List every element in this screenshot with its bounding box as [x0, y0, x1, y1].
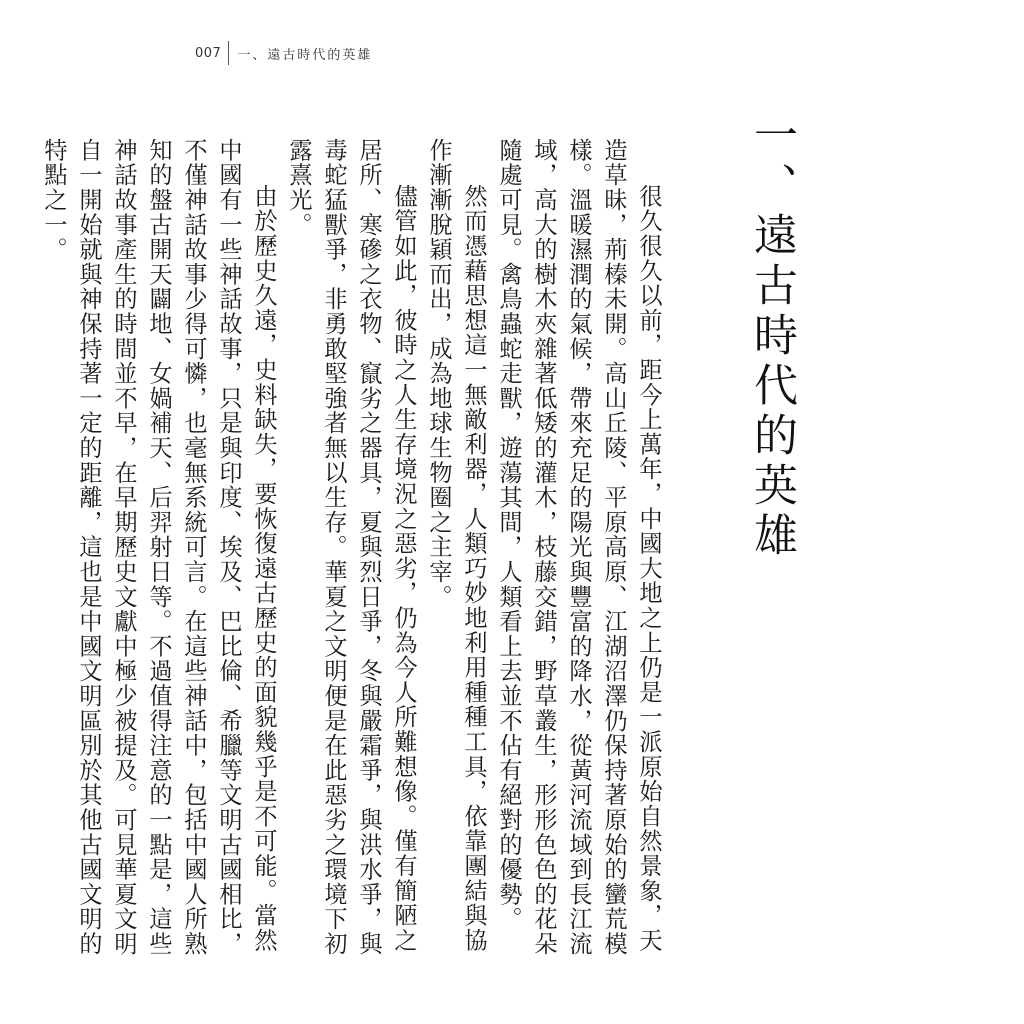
chapter-title: 一、遠古時代的英雄 — [746, 112, 797, 562]
paragraph: 很久很久以前，距今上萬年，中國大地之上仍是一派原始自然景象，天造草昧，荊榛未開。高山丘陵、平原高原、江湖沼澤仍保持著原始的蠻荒模樣。溫暖濕潤的氣候，帶來充足的陽光與豐富的降水，從黃河流域到長江流域，高大的樹木夾雜著低矮的灌木，枝藤交錯，野草叢生，形形色色的花朵隨處可見。禽鳥蟲蛇走獸，遊蕩其間，人類看上去並不佔有絕對的優勢。 — [495, 138, 662, 957]
body-text — [40, 138, 666, 958]
running-head: 一、遠古時代的英雄 — [237, 47, 373, 63]
paragraph: 然而憑藉思想這一無敵利器，人類巧妙地利用種種工具，依靠團結與協作漸漸脫穎而出，成為地球生物圈之主宰。 — [425, 138, 487, 954]
header-divider — [228, 41, 229, 65]
paragraph: 儘管如此，彼時之人生存境況之惡劣，仍為今人所難想像。僅有簡陋之居所、寒磣之衣物、竄劣之器具，夏與烈日爭，冬與嚴霜爭，與洪水爭，與毒蛇猛獸爭，非勇敢堅強者無以生存。華夏之文明便是在此惡劣之環境下初露熹光。 — [285, 138, 417, 957]
paragraph: 由於歷史久遠，史料缺失，要恢復遠古歷史的面貌幾乎是不可能。當然中國有一些神話故事，只是與印度、埃及、巴比倫、希臘等文明古國相比，不僅神話故事少得可憐，也毫無系統可言。在這些神話中，包括中國人所熟知的盤古開天闢地、女媧補天、后羿射日等。不過值得注意的一點是，這些神話故事產生的時間並不早，在早期歷史文獻中極少被提及。可見華夏文明自一開始就與神保持著一定的距離，這也是中國文明區別於其他古國文明的特點之一。 — [40, 138, 277, 957]
page-header — [195, 41, 372, 65]
page-number: 007 — [195, 45, 222, 61]
